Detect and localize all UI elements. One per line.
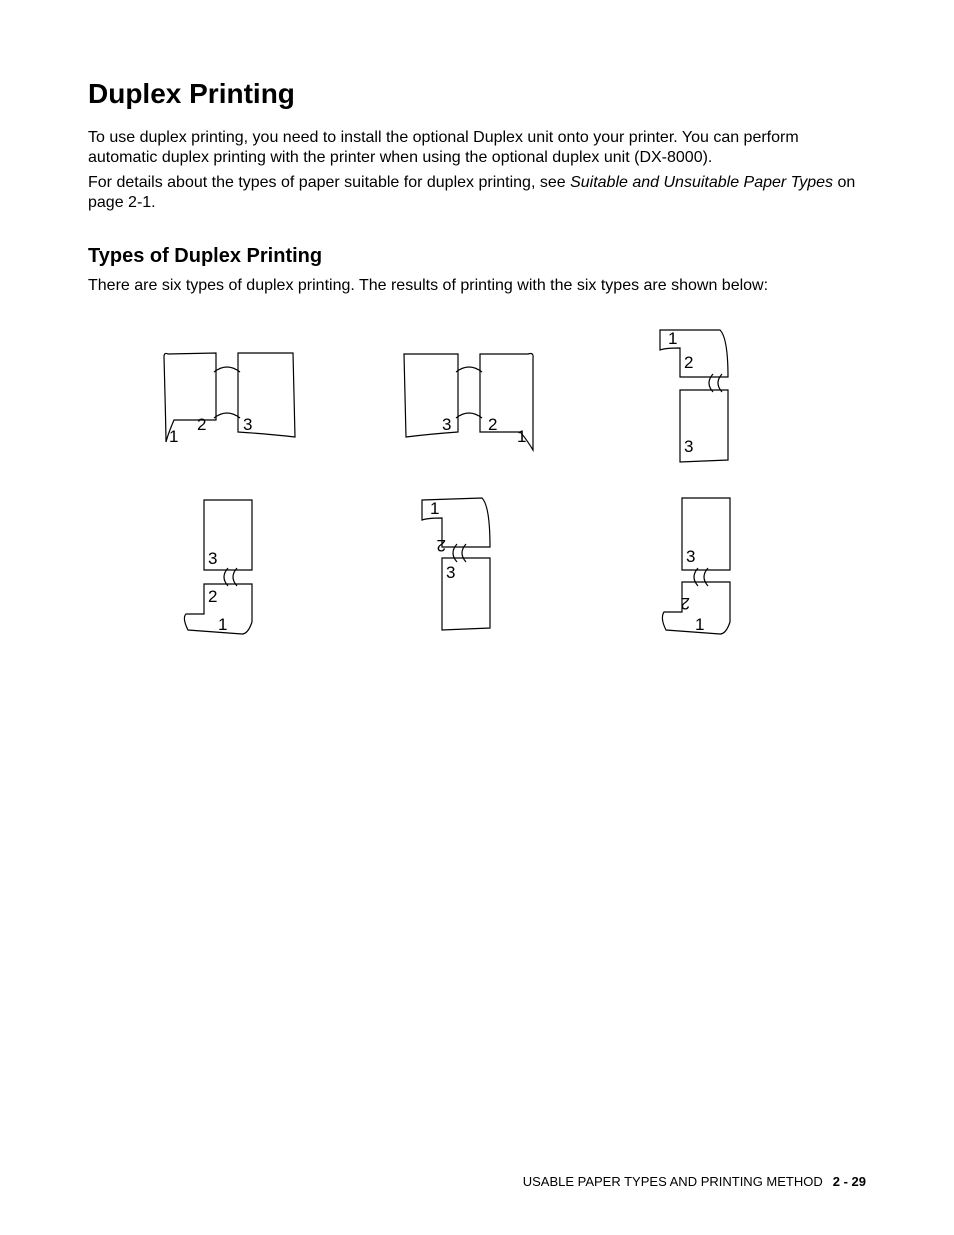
fig-d-label-2: 2	[208, 587, 218, 606]
details-paragraph	[88, 173, 868, 213]
fig-a-label-1: 1	[169, 427, 179, 446]
fig-c-label-1: 1	[668, 329, 678, 348]
fig-b-label-2: 2	[488, 415, 498, 434]
footer-page-number: 2 - 29	[832, 1174, 866, 1189]
fig-e-label-3: 3	[446, 563, 456, 582]
fig-a-binding	[214, 367, 240, 418]
duplex-figure-b	[404, 354, 533, 451]
duplex-types-diagram	[150, 322, 750, 642]
page-footer	[523, 1174, 866, 1189]
duplex-figure-e	[422, 498, 490, 630]
page-title: Duplex Printing	[88, 78, 295, 109]
fig-b-binding	[456, 367, 482, 418]
fig-e-label-2: 2	[436, 536, 446, 555]
fig-b-label-3: 3	[442, 415, 452, 434]
fig-a-label-2: 2	[197, 415, 207, 434]
duplex-figure-a	[164, 353, 295, 446]
fig-d-label-1: 1	[218, 615, 228, 634]
details-text-after: on page 2-1.	[88, 174, 856, 211]
duplex-figure-c	[660, 329, 728, 462]
fig-c-label-3: 3	[684, 437, 694, 456]
details-reference: Suitable and Unsuitable Paper Types	[570, 174, 834, 191]
fig-f-label-2: 2	[680, 594, 690, 613]
section-heading: Types of Duplex Printing	[88, 245, 323, 267]
details-text-before: For details about the types of paper suitable for duplex printing, see	[88, 174, 571, 191]
section-paragraph: There are six types of duplex printing. The results of printing with the six types are shown below:	[88, 277, 769, 294]
intro-paragraph: To use duplex printing, you need to install the optional Duplex unit onto your printer. You can perform automatic duplex printing with the printer when using the optional duplex unit (DX-8000).	[88, 129, 799, 166]
fig-d-binding	[224, 568, 237, 586]
fig-e-label-1: 1	[430, 499, 440, 518]
fig-f-label-1: 1	[695, 615, 705, 634]
fig-f-label-3: 3	[686, 547, 696, 566]
fig-a-label-3: 3	[243, 415, 253, 434]
duplex-figure-d	[184, 500, 252, 634]
duplex-figure-f	[662, 498, 730, 634]
fig-d-label-3: 3	[208, 549, 218, 568]
footer-chapter: USABLE PAPER TYPES AND PRINTING METHOD	[522, 1174, 823, 1189]
fig-c-label-2: 2	[684, 353, 694, 372]
fig-b-label-1: 1	[517, 427, 527, 446]
